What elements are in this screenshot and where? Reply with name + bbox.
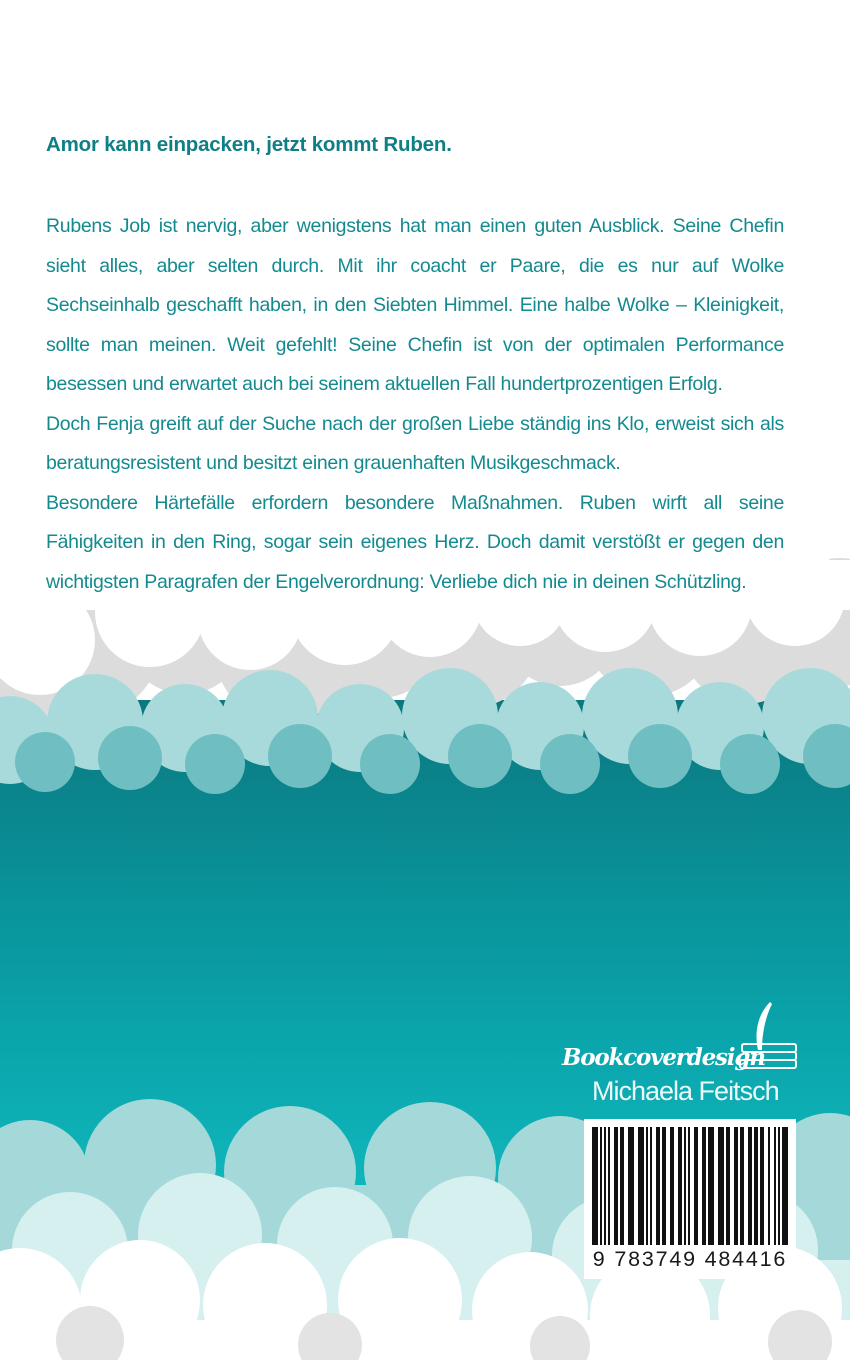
barcode-bar (684, 1127, 686, 1245)
designer-logo (556, 1000, 806, 1112)
barcode-bar (628, 1127, 634, 1245)
barcode-bar (740, 1127, 744, 1245)
blurb-text (46, 207, 784, 602)
barcode-bar (726, 1127, 730, 1245)
barcode-bar (694, 1127, 698, 1245)
isbn-barcode (584, 1119, 796, 1279)
barcode-bar (718, 1127, 724, 1245)
barcode-bar (748, 1127, 752, 1245)
barcode-bar (768, 1127, 770, 1245)
blurb-paragraph: Besondere Härtefälle erfordern besondere Maßnahmen. Ruben wirft all seine Fähigkeiten in den Ring, sogar sein eigenes Herz. Doch damit verstößt er gegen den wichtigsten Paragrafen der Engelverordnung: Verliebe dich nie in deinen Schützling. (46, 491, 784, 593)
tagline: Amor kann einpacken, jetzt kommt Ruben. (46, 133, 452, 156)
barcode-bar (702, 1127, 706, 1245)
barcode-bar (656, 1127, 660, 1245)
barcode-bar (650, 1127, 652, 1245)
barcode-bar (608, 1127, 610, 1245)
barcode-bar (688, 1127, 690, 1245)
barcode-bar (778, 1127, 780, 1245)
barcode-bar (774, 1127, 776, 1245)
isbn-number: 9 783749 484416 (592, 1247, 788, 1271)
barcode-bar (782, 1127, 788, 1245)
barcode-bar (678, 1127, 682, 1245)
blurb-paragraph: Rubens Job ist nervig, aber wenigstens hat man einen guten Ausblick. Seine Chefin sieht alles, aber selten durch. Mit ihr coacht er Paare, die es nur auf Wolke Sechseinhalb geschafft haben, in den Siebten Himmel. Eine halbe Wolke – Kleinigkeit, sollte man meinen. Weit gefehlt! Seine Chefin ist von der optimalen Performance besessen und erwartet auch bei seinem aktuellen Fall hundertprozentigen Erfolg. (46, 215, 784, 395)
barcode-bar (614, 1127, 618, 1245)
barcode-bar (620, 1127, 624, 1245)
barcode-bar (646, 1127, 648, 1245)
barcode-bar (592, 1127, 598, 1245)
barcode-bar (754, 1127, 758, 1245)
barcode-bar (638, 1127, 644, 1245)
barcode-bar (662, 1127, 666, 1245)
barcode-bar (734, 1127, 738, 1245)
barcode-bars (584, 1119, 796, 1247)
logo-script-text: Bookcoverdesign (562, 1044, 765, 1071)
barcode-bar (600, 1127, 602, 1245)
logo-designer-name: Michaela Feitsch (592, 1076, 779, 1106)
barcode-bar (760, 1127, 764, 1245)
blurb-paragraph: Doch Fenja greift auf der Suche nach der großen Liebe ständig ins Klo, erweist sich als beratungsresistent und besitzt einen grauenhaften Musikgeschmack. (46, 412, 784, 474)
barcode-bar (670, 1127, 674, 1245)
barcode-bar (604, 1127, 606, 1245)
barcode-bar (708, 1127, 714, 1245)
